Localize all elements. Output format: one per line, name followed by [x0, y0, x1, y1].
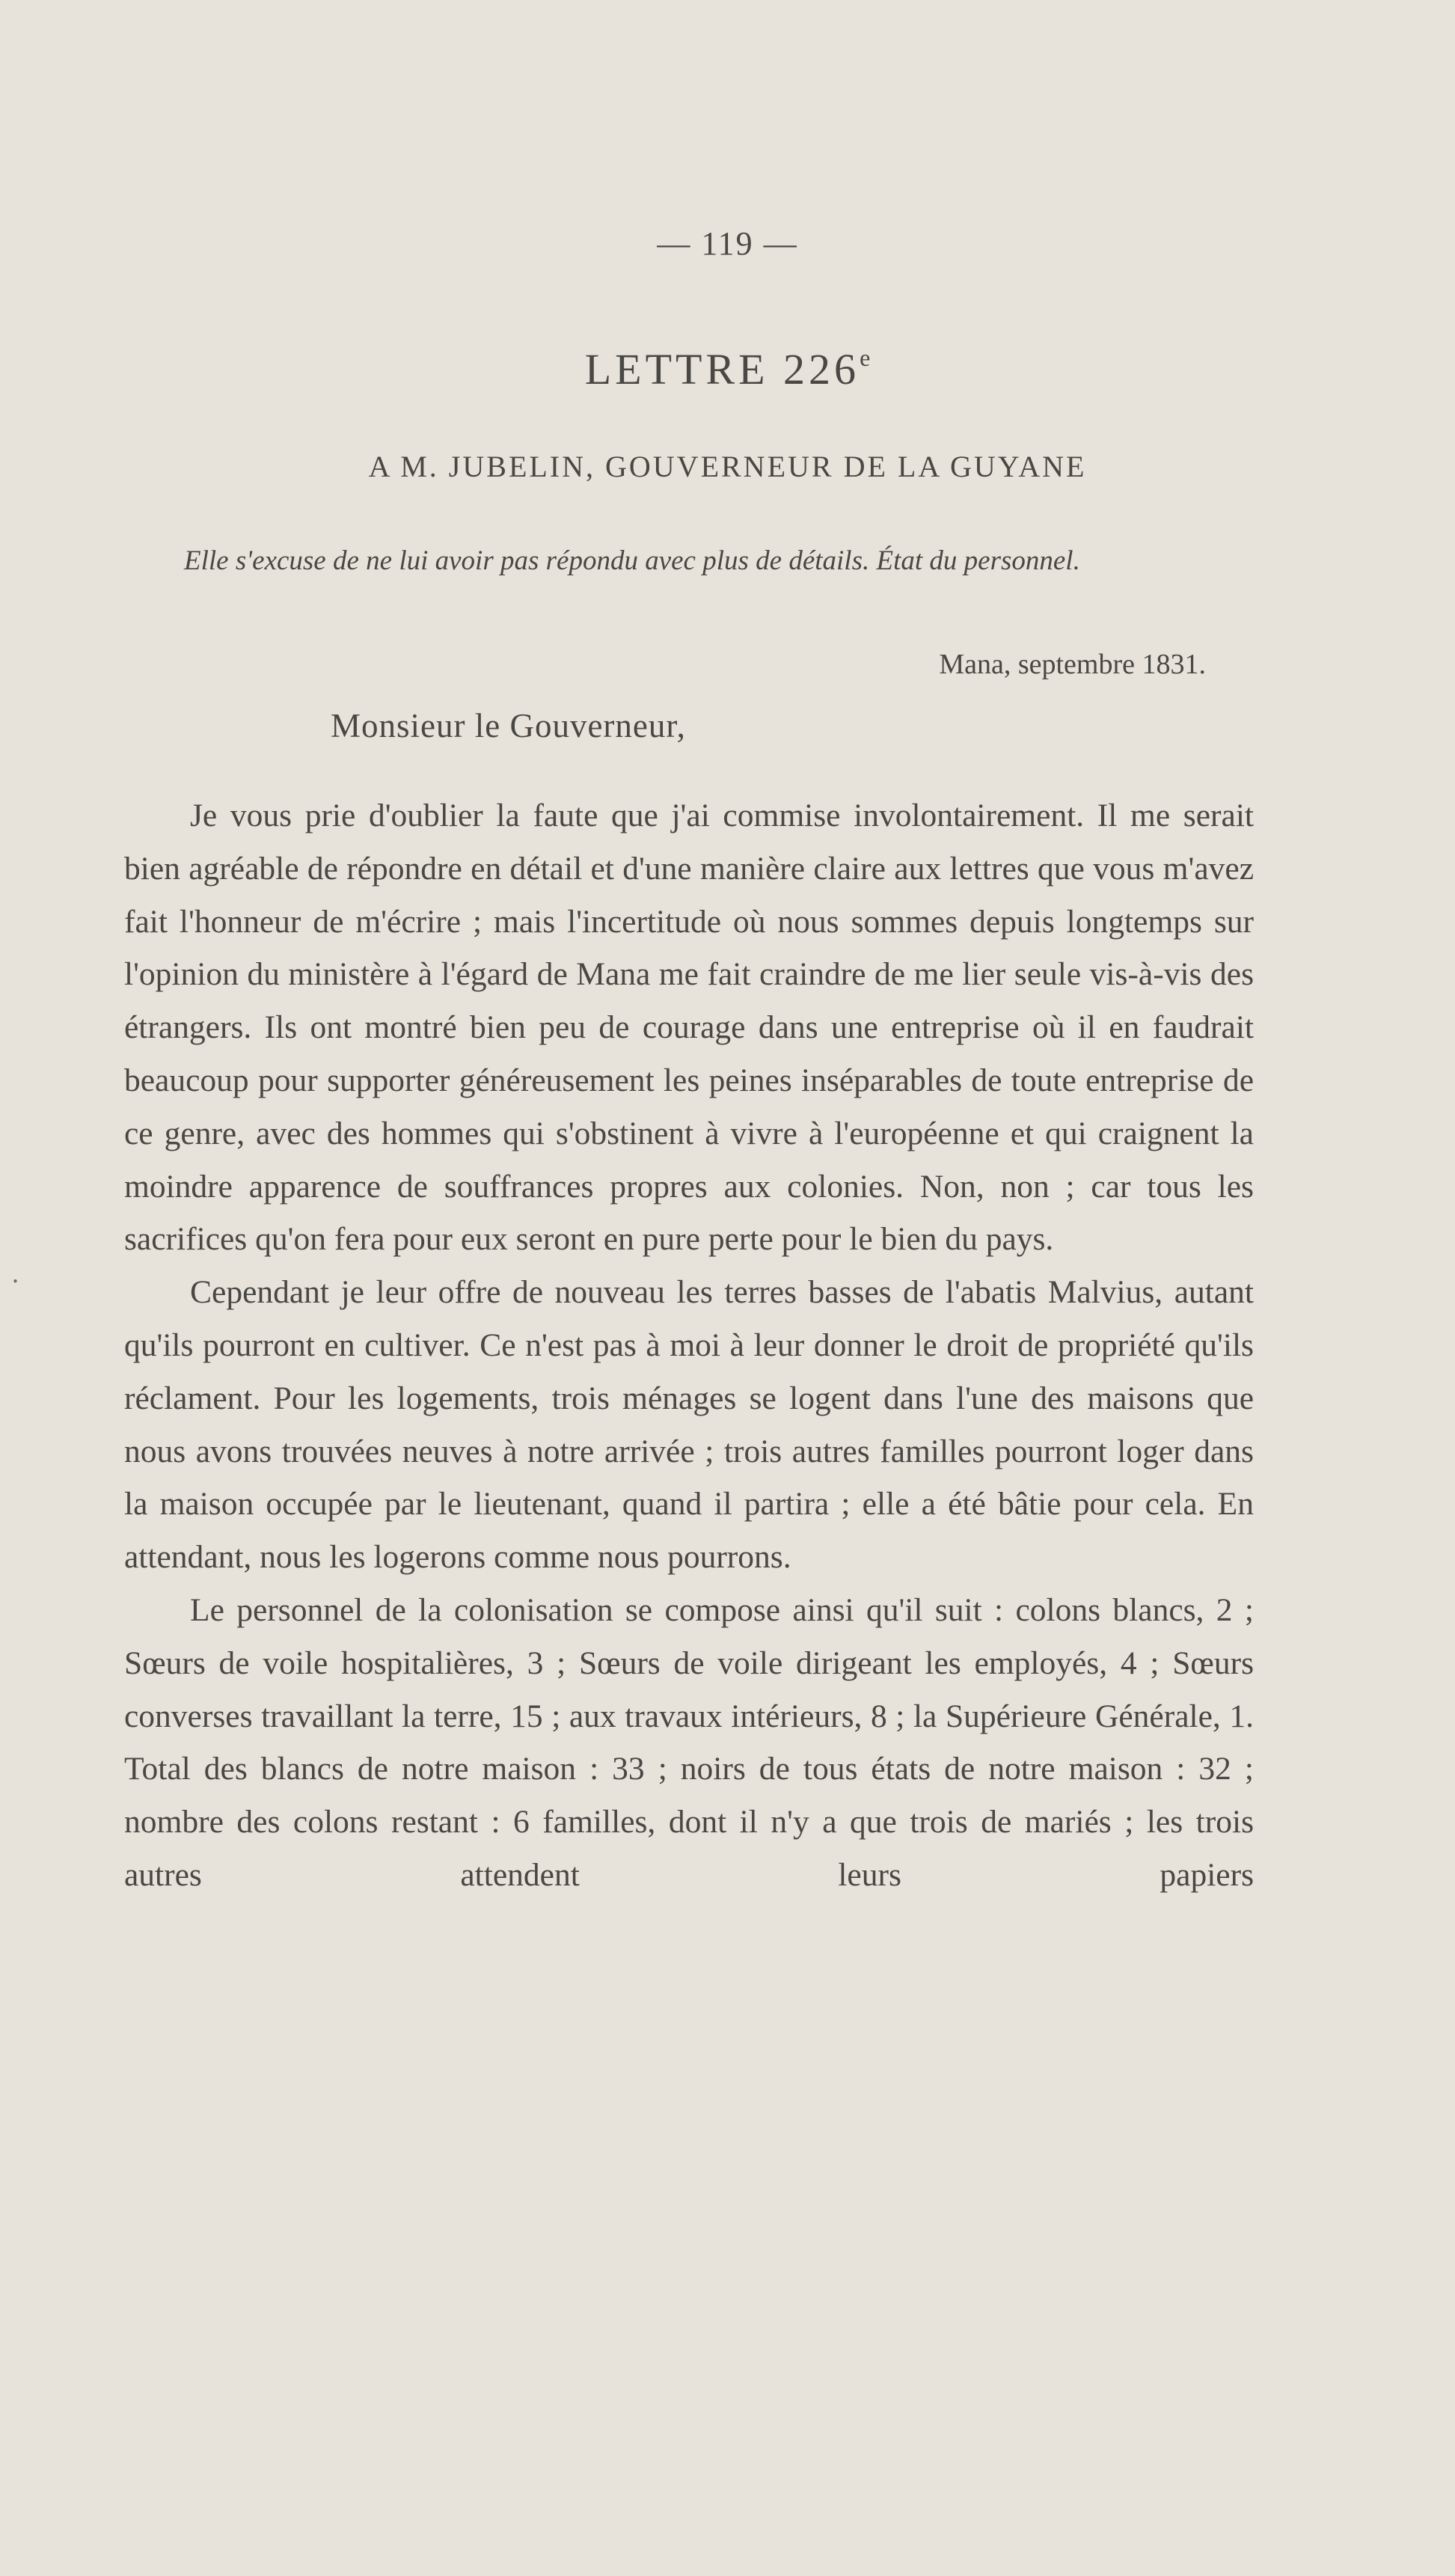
body-paragraph-1: Je vous prie d'oublier la faute que j'ai commise involontairement. Il me serait bien agréable de répondre en détail et d'une manière claire aux lettres que vous m'avez fait l'honneur de m'écrire ; mais l'incertitude où nous sommes depuis longtemps sur l'opinion du ministère à l'égard de Mana me fait craindre de me lier seule vis-à-vis des étrangers. Ils ont montré bien peu de courage dans une entreprise où il en faudrait beaucoup pour supporter généreusement les peines inséparables de toute entreprise de ce genre, avec des hommes qui s'obstinent à vivre à l'européenne et qui craignent la moindre apparence de souffrances propres aux colonies. Non, non ; car tous les sacrifices qu'on fera pour eux seront en pure perte pour le bien du pays. — [124, 798, 1254, 1258]
letter-recipient: A M. JUBELIN, GOUVERNEUR DE LA GUYANE — [368, 450, 1087, 483]
body-paragraph-2: Cependant je leur offre de nouveau les terres basses de l'abatis Malvius, autant qu'ils pourront en cultiver. Ce n'est pas à moi à leur donner le droit de propriété qu'ils réclament. Pour les logements, trois ménages se logent dans l'une des maisons que nous avons trouvées neuves à notre arrivée ; trois autres familles pourront loger dans la maison occupée par le lieutenant, quand il partira ; elle a été bâtie pour cela. En attendant, nous les logerons comme nous pourrons. — [124, 1274, 1254, 1576]
letter-title — [0, 344, 1455, 394]
letter-title-text: LETTRE 226 — [584, 345, 860, 394]
place-date: Mana, septembre 1831. — [939, 649, 1206, 680]
marginal-mark: . — [12, 1258, 19, 1288]
letter-summary: Elle s'excuse de ne lui avoir pas répondu avec plus de détails. État du personnel. — [184, 545, 1080, 576]
page-number: — 119 — — [657, 225, 798, 262]
salutation: Monsieur le Gouverneur, — [331, 707, 686, 744]
body-paragraph-3: Le personnel de la colonisation se compose ainsi qu'il suit : colons blancs, 2 ; Sœurs de voile hospitalières, 3 ; Sœurs de voile dirigeant les employés, 4 ; Sœurs converses travaillant la terre, 15 ; aux travaux intérieurs, 8 ; la Supérieure Générale, 1. Total des blancs de notre maison : 33 ; noirs de tous états de notre maison : 32 ; nombre des colons restant : 6 familles, dont il n'y a que trois de mariés ; les trois autres attendent leurs papiers — [124, 1591, 1254, 1893]
letter-title-superscript: e — [860, 344, 871, 371]
letter-body — [124, 789, 1254, 1902]
